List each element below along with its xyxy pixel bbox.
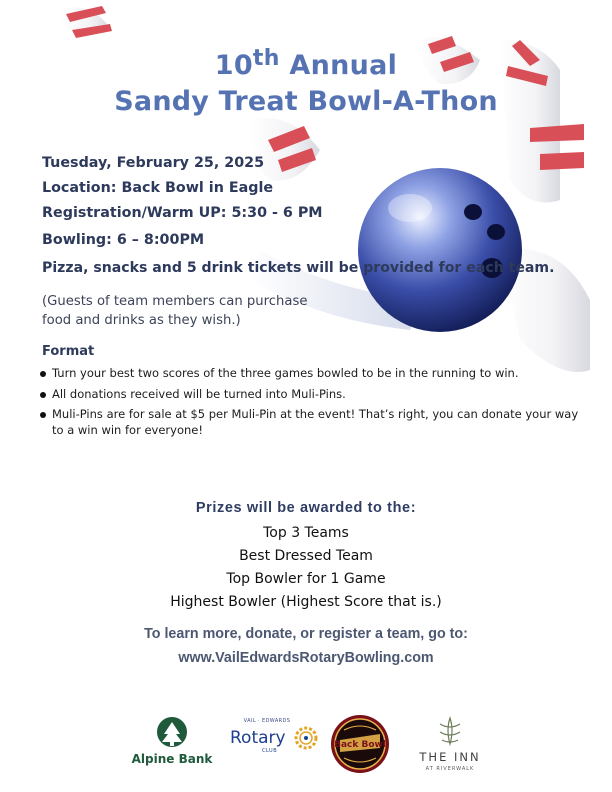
- bowling-ball-icon: [358, 168, 522, 332]
- format-list: [30, 366, 590, 443]
- bullet-icon: [40, 371, 46, 377]
- rotary-logo: [226, 712, 322, 772]
- rotary-small-text: VAIL · EDWARDS: [243, 718, 291, 724]
- back-bowl-logo: [330, 714, 390, 774]
- alpine-bank-logo: [126, 714, 218, 772]
- pin-tilted: [250, 118, 320, 181]
- list-item: All donations received will be turned into Muli-Pins.: [30, 387, 590, 403]
- inn-at-riverwalk-logo: [410, 716, 490, 776]
- prize-item: Highest Bowler (Highest Score that is.): [170, 594, 442, 610]
- bullet-icon: [40, 392, 46, 398]
- event-registration: Registration/Warm UP: 5:30 - 6 PM: [42, 205, 323, 221]
- inn-subtitle: AT RIVERWALK: [425, 766, 475, 772]
- guests-note-line-1: (Guests of team members can purchase: [42, 294, 308, 309]
- prize-item: Top 3 Teams: [263, 525, 349, 541]
- cta-text: To learn more, donate, or register a team, go to:: [144, 626, 468, 642]
- tree-icon: [126, 714, 218, 754]
- list-item: Muli-Pins are for sale at $5 per Muli-Pin at the event! That’s right, you can donate your way to a win win for everyone!: [30, 407, 590, 438]
- pin-top-left: [60, 6, 112, 38]
- bullet-icon: [40, 412, 46, 418]
- inn-name: THE INN: [419, 750, 481, 764]
- event-date: Tuesday, February 25, 2025: [42, 155, 265, 171]
- cta-url-link[interactable]: www.VailEdwardsRotaryBowling.com: [178, 650, 434, 666]
- rotary-club-text: CLUB: [262, 748, 278, 754]
- alpine-bank-name: Alpine Bank: [131, 752, 213, 766]
- event-location: Location: Back Bowl in Eagle: [42, 180, 274, 196]
- rotary-wheel-icon: [294, 726, 318, 750]
- format-heading: Format: [42, 344, 95, 359]
- prize-item: Top Bowler for 1 Game: [226, 571, 386, 587]
- back-bowl-text: Back Bowl: [334, 740, 386, 750]
- list-item: Turn your best two scores of the three games bowled to be in the running to win.: [30, 366, 590, 382]
- prize-item: Best Dressed Team: [239, 548, 373, 564]
- event-bowling-time: Bowling: 6 – 8:00PM: [42, 232, 205, 248]
- leaf-icon: [436, 716, 464, 746]
- rotary-word: Rotary: [230, 728, 286, 748]
- prizes-heading: Prizes will be awarded to the:: [195, 500, 417, 516]
- title-line-1: 10th Annual: [214, 46, 398, 81]
- title-line-2: Sandy Treat Bowl-A-Thon: [114, 86, 498, 117]
- event-food: Pizza, snacks and 5 drink tickets will be provided for each team.: [42, 260, 555, 276]
- guests-note-line-2: food and drinks as they wish.): [42, 313, 241, 328]
